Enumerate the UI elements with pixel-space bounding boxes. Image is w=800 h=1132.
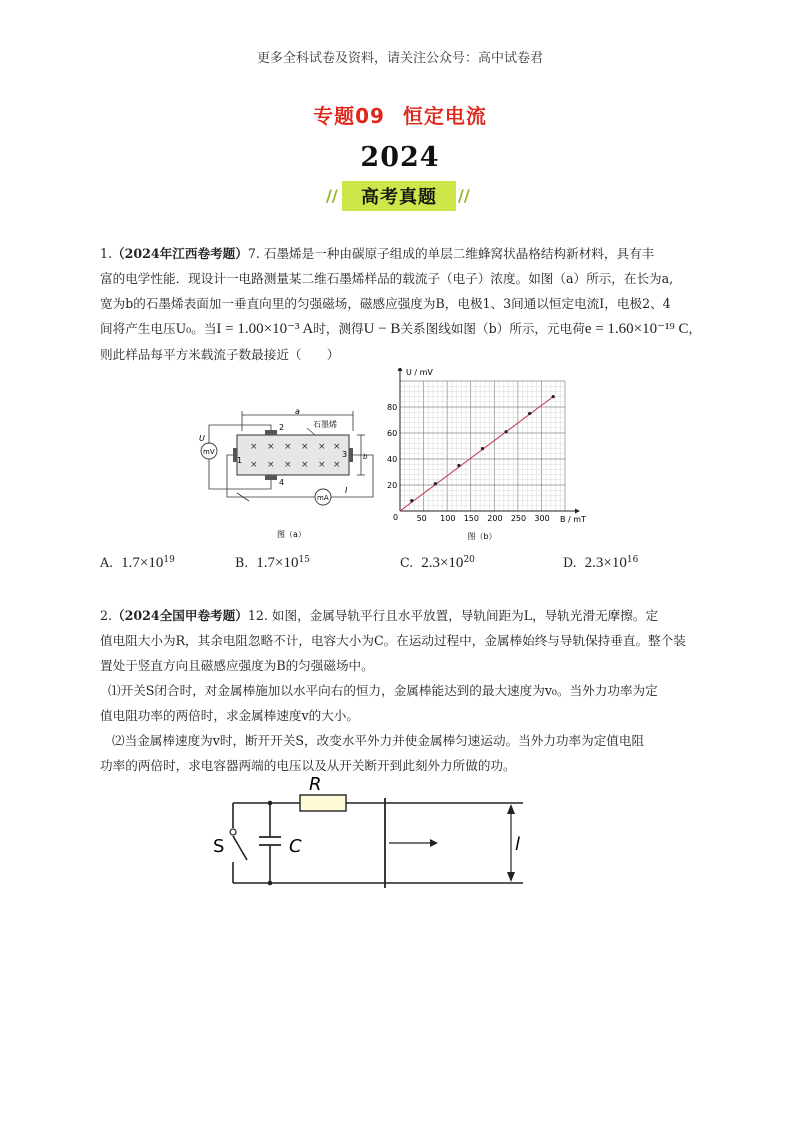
label-l: l [515, 834, 521, 855]
switch-S-icon [233, 836, 247, 860]
label-I: I [345, 486, 348, 495]
option-d[interactable] [563, 555, 638, 572]
option-a[interactable] [100, 555, 175, 572]
option-c-exp: 20 [463, 555, 475, 565]
q1-eq-relation: U − B [363, 321, 401, 337]
svg-text:×: × [250, 460, 258, 470]
option-b-value: 1.7×10 [256, 555, 299, 572]
q1-line4a: 间将产生电压U₀。当 [100, 321, 217, 336]
data-point [552, 395, 555, 398]
x-axis-arrow-icon [575, 509, 580, 514]
meter-mv-label: mV [203, 448, 215, 456]
page-header-notice: 更多全科试卷及资料，请关注公众号：高中试卷君 [256, 51, 543, 66]
svg-text:×: × [250, 442, 258, 452]
electrode-label-2: 2 [279, 423, 285, 432]
q2-number: 2. [100, 608, 113, 623]
svg-text:×: × [284, 442, 292, 452]
label-S: S [213, 836, 225, 857]
option-b[interactable] [235, 555, 310, 572]
q2-part2b: 功率的两倍时，求电容器两端的电压以及从开关断开到此刻外力所做的功。 [100, 758, 516, 773]
figure-a-circuit [195, 405, 385, 545]
meter-ma-label: mA [317, 494, 329, 502]
chart-xlabel: B / mT [560, 515, 586, 524]
option-c[interactable] [400, 555, 475, 572]
q2-line1: 12. 如图，金属导轨平行且水平放置，导轨间距为L，导轨光滑无摩擦。定 [247, 608, 659, 623]
title-topic: 恒定电流 [402, 104, 487, 128]
label-C: C [289, 836, 302, 857]
origin-label: 0 [393, 513, 399, 522]
svg-text:×: × [301, 460, 309, 470]
figure-b-chart [380, 368, 595, 548]
data-point [481, 447, 484, 450]
q1-line4b: 时，测得 [313, 321, 364, 336]
x-tick-label: 100 [440, 514, 456, 523]
svg-text:×: × [284, 460, 292, 470]
y-axis-arrow-icon [398, 368, 403, 371]
svg-text:×: × [333, 460, 341, 470]
electrode-label-4: 4 [279, 478, 285, 487]
svg-text:×: × [333, 442, 341, 452]
label-U: U [199, 434, 205, 443]
q1-line4c: 关系图线如图（b）所示，元电荷 [400, 321, 585, 336]
chart-ylabel: U / mV [406, 368, 433, 377]
data-point [410, 499, 413, 502]
q2-line2: 值电阻大小为R，其余电阻忽略不计，电容大小为C。在运动过程中，金属棒始终与导轨保持垂直。整个装 [100, 633, 686, 648]
label-a: a [295, 407, 300, 416]
chart-tick-labels [387, 403, 550, 523]
x-tick-label: 300 [534, 514, 550, 523]
data-point [434, 482, 437, 485]
title-prefix: 专题09 [313, 104, 385, 128]
svg-text:×: × [267, 442, 275, 452]
y-tick-label: 40 [387, 455, 398, 464]
q1-eq-current: I = 1.00×10⁻³ A [216, 321, 314, 337]
banner-label: 高考真题 [361, 187, 437, 208]
resistor-R [300, 795, 346, 811]
q1-source: （2024年江西卷考题） [112, 246, 248, 261]
q1-line3: 宽为b的石墨烯表面加一垂直向里的匀强磁场，磁感应强度为B，电极1、3间通以恒定电流I，电极2、4 [100, 296, 671, 311]
y-tick-label: 80 [387, 403, 398, 412]
data-point [504, 430, 507, 433]
banner-year: 2024 [360, 142, 440, 173]
svg-text:×: × [318, 460, 326, 470]
switch-contact-icon [230, 829, 236, 835]
svg-text:×: × [318, 442, 326, 452]
option-b-exp: 15 [298, 555, 310, 565]
banner-right-slash-icon: // [458, 186, 470, 205]
q2-source: （2024全国甲卷考题） [112, 608, 248, 623]
electrode-4 [265, 475, 277, 480]
option-d-value: 2.3×10 [584, 555, 627, 572]
q1-number: 1. [100, 246, 113, 261]
data-point [457, 464, 460, 467]
banner-left-slash-icon: // [326, 186, 338, 205]
q1-text: 1.（2024年江西卷考题）7. 石墨烯是一种由碳原子组成的单层二维蜂窝状晶格结构新材料，具有丰 富的电学性能．现设计一电路测量某二维石墨烯样品的载流子（电子）浓度。如图（a）所示，在长为a, 宽为b的石墨烯表面加一垂直向里的匀强磁场，磁感应强度为B，电极1、3间通以恒定电流I，电极2、4 间将产生电压U₀。当I = 1.00×10⁻³ A时，测得U − B关系图线如图（b）所示，元电荷e = 1.60×10⁻¹⁹ C， 则此样品每平方米载流子数最接近（ ） [100, 241, 708, 367]
y-tick-label: 60 [387, 429, 398, 438]
q2-part1b: 值电阻功率的两倍时，求金属棒速度v的大小。 [100, 708, 359, 723]
q2-text [100, 603, 708, 778]
svg-text:×: × [267, 460, 275, 470]
option-a-letter: A. [100, 555, 114, 571]
x-tick-label: 200 [487, 514, 503, 523]
svg-text:×: × [301, 442, 309, 452]
q2-line3: 置处于竖直方向且磁感应强度为B的匀强磁场中。 [100, 658, 374, 673]
q1-line5: 则此样品每平方米载流子数最接近（ ） [100, 347, 340, 362]
option-d-exp: 16 [626, 555, 639, 565]
option-c-letter: C. [400, 555, 414, 571]
label-material: 石墨烯 [313, 420, 337, 429]
data-point [528, 412, 531, 415]
electrode-3 [349, 448, 353, 462]
option-a-value: 1.7×10 [121, 555, 164, 572]
q2-part2a: ⑵当金属棒速度为v时，断开开关S，改变水平外力并使金属棒匀速运动。当外力功率为定值电阻 [112, 733, 645, 748]
x-tick-label: 50 [416, 514, 427, 523]
q1-line2: 富的电学性能．现设计一电路测量某二维石墨烯样品的载流子（电子）浓度。如图（a）所示，在长为a, [100, 271, 674, 286]
chart-caption: 图（b） [467, 532, 497, 541]
chart-axes [398, 368, 581, 514]
label-b: b [363, 453, 368, 461]
fig-a-caption: 图（a） [277, 530, 306, 539]
option-b-letter: B. [235, 555, 249, 571]
electrode-label-1: 1 [237, 456, 243, 465]
x-tick-label: 150 [463, 514, 479, 523]
electrode-label-3: 3 [342, 450, 348, 459]
chart-grid [400, 381, 565, 511]
page-title [0, 100, 800, 129]
electrode-2 [265, 430, 277, 435]
q1-eq-charge: e = 1.60×10⁻¹⁹ C [584, 321, 689, 337]
q2-part1a: ⑴开关S闭合时，对金属棒施加以水平向右的恒力，金属棒能达到的最大速度为v₀。当外力功率为定 [108, 683, 658, 698]
y-tick-label: 20 [387, 481, 398, 490]
label-R: R [309, 774, 322, 795]
rail-circuit-diagram [205, 770, 535, 890]
x-tick-label: 250 [510, 514, 527, 523]
q1-line1: 7. 石墨烯是一种由碳原子组成的单层二维蜂窝状晶格结构新材料，具有丰 [247, 246, 655, 261]
option-d-letter: D. [563, 555, 577, 571]
option-a-exp: 19 [163, 555, 175, 565]
option-c-value: 2.3×10 [421, 555, 464, 572]
